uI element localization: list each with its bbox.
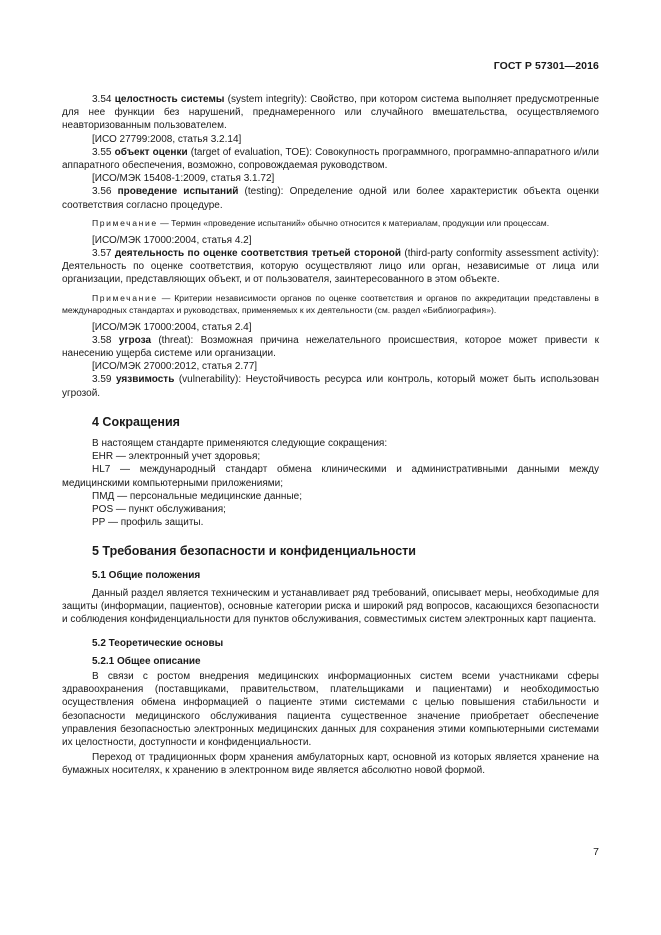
term-definition: (threat): Возможная причина нежелательного происшествия, которое может привести к нанесению ущерба системе или организации.: [62, 334, 600, 360]
section-5-heading: 5 Требования безопасности и конфиденциальности: [92, 544, 416, 559]
section-4-intro: В настоящем стандарте применяются следующие сокращения:: [92, 438, 388, 450]
term-name: целостность системы: [114, 94, 225, 105]
page-number: 7: [593, 846, 599, 858]
subsection-5-2-1-paragraph: Переход от традиционных форм хранения амбулаторных карт, основной из которых является хранение на бумажных носителях, к хранению в электронном виде является абсолютно новой формой.: [62, 752, 599, 777]
abbreviation-item: POS — пункт обслуживания;: [92, 504, 226, 516]
term-name: объект оценки: [114, 146, 188, 158]
subsection-5-2-1-paragraph: В связи с ростом внедрения медицинских информационных систем всеми участниками сферы здравоохранения (поставщиками, правительством, плательщиками и пациентами) и необходимостью осуществления обмена информацией о пациенте этими системами с целью повышения стабильности и безопасности медицинского обслуживания пациента существенное значение приобретает обеспечение управления безопасностью электронных медицинских данных для сохранения этими компьютерными системами их целостности, доступности и конфиденциальности.: [62, 670, 599, 748]
term-definition: (target of evaluation, TOE): Совокупность программного, программно-аппаратного и/или аппаратного обеспечения, возможно, сопровождаемая руководством.: [62, 146, 600, 172]
term-3-56: [62, 185, 599, 211]
subsection-5-2-heading: 5.2 Теоретические основы: [92, 637, 224, 649]
term-name: уязвимость: [115, 374, 175, 386]
note: [62, 292, 599, 316]
note-label: Примечание: [92, 292, 158, 303]
page-content: [62, 93, 599, 778]
term-reference: [ИСО 27799:2008, статья 3.2.14]: [92, 133, 242, 145]
term-3-58: [62, 334, 599, 360]
term-reference: [ИСО/МЭК 17000:2004, статья 2.4]: [92, 321, 252, 333]
subsection-5-1-heading: 5.1 Общие положения: [92, 569, 201, 581]
note-text: — Термин «проведение испытаний» обычно относится к материалам, продукции или процессам.: [157, 217, 550, 228]
term-name: проведение испытаний: [117, 186, 239, 198]
abbreviation-item: PP — профиль защиты.: [92, 517, 204, 529]
term-definition: (vulnerability): Неустойчивость ресурса или контроль, который может быть использован угрозой.: [62, 374, 599, 399]
term-definition: (testing): Определение одной или более характеристик объекта оценки соответствия согласно процедуре.: [62, 186, 599, 211]
abbreviation-item: ПМД — персональные медицинские данные;: [92, 490, 302, 502]
abbreviation-item: HL7 — международный стандарт обмена клиническими и административными данными между медицинскими компьютерными приложениями;: [62, 464, 599, 489]
term-number: 3.57: [92, 248, 112, 260]
term-reference: [ИСО/МЭК 27000:2012, статья 2.77]: [92, 361, 258, 373]
term-number: 3.59: [92, 374, 112, 386]
note-text: — Критерии независимости органов по оценке соответствия и органов по аккредитации представлены в международных стандартах и руководствах, применяемых к их деятельности (см. раздел «Библиография»).: [62, 292, 599, 315]
section-4-heading: 4 Сокращения: [92, 414, 180, 429]
standard-header: ГОСТ Р 57301—2016: [493, 60, 599, 72]
term-3-55: [62, 146, 599, 172]
term-definition: (system integrity): Свойство, при котором система выполняет предусмотренные для нее функции без нарушений, преднамеренного или случайного вмешательства, осуществляемого неавторизованным пользователем.: [62, 94, 600, 132]
term-name: деятельность по оценке соответствия третьей стороной: [114, 248, 402, 260]
term-reference: [ИСО/МЭК 17000:2004, статья 4.2]: [92, 234, 252, 246]
note-label: Примечание: [92, 217, 158, 228]
subsection-5-1-text: Данный раздел является техническим и устанавливает ряд требований, описывает меры, необходимые для защиты (информации, пациентов), основные категории риска и широкий ряд вопросов, касающихся безопасности и соблюдения конфиденциальности для пунктов обслуживания, совместимых систем электронных карт пациента.: [62, 587, 599, 626]
term-number: 3.55: [92, 146, 112, 158]
term-definition: (third-party conformity assessment activity): Деятельность по оценке соответствия, которую осуществляют лицо или орган, независимые от лица или организации, представляющих объект, и от пользователя, заинтересованного в этом объекте.: [62, 248, 600, 286]
term-3-59: [62, 373, 599, 399]
term-3-57: [62, 247, 599, 287]
term-number: 3.54: [92, 94, 112, 105]
term-name: угроза: [118, 334, 152, 346]
term-number: 3.58: [92, 334, 112, 346]
note: [62, 217, 599, 229]
term-reference: [ИСО/МЭК 15408-1:2009, статья 3.1.72]: [92, 173, 275, 185]
term-number: 3.56: [92, 186, 112, 198]
term-3-54: [62, 93, 599, 133]
abbreviation-item: EHR — электронный учет здоровья;: [92, 451, 261, 463]
subsection-5-2-1-heading: 5.2.1 Общее описание: [92, 655, 201, 667]
